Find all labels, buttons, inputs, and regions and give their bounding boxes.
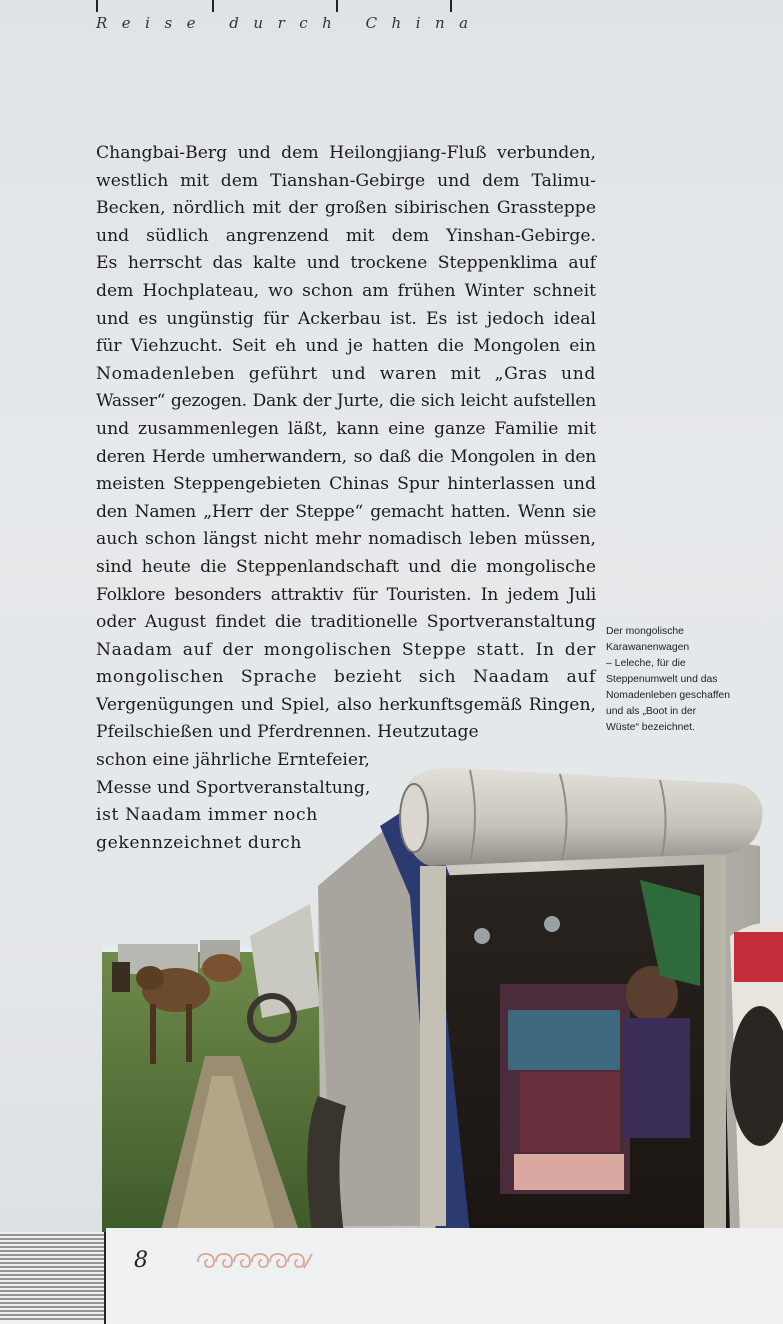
caption-line: und als „Boot in der xyxy=(606,706,697,717)
caption-line: – Leleche, für die xyxy=(606,658,686,669)
running-head: Reise durch China xyxy=(96,14,483,32)
caption-line: Der mongolische xyxy=(606,626,684,637)
text-line: den Namen „Herr der Steppe“ gemacht hatten. Wenn sie xyxy=(96,501,596,522)
text-line: gekennzeichnet durch xyxy=(96,832,302,853)
text-line: Es herrscht das kalte und trockene Steppenklima auf xyxy=(96,253,596,274)
text-line: Messe und Sportveranstaltung, xyxy=(96,777,371,798)
photo-mongolian-cart xyxy=(0,756,783,1234)
text-line: Changbai-Berg und dem Heilongjiang-Fluß verbunden, xyxy=(96,143,596,163)
photo-caption xyxy=(606,624,766,736)
text-line: meisten Steppengebieten Chinas Spur hinterlassen und xyxy=(96,474,596,495)
caption-line: Steppenumwelt und das xyxy=(606,674,718,685)
corner-stripes xyxy=(0,1232,106,1324)
page-number: 8 xyxy=(134,1248,148,1273)
text-line: mongolischen Sprache bezieht sich Naadam auf xyxy=(96,667,596,688)
text-line: Wasser“ gezogen. Dank der Jurte, die sich leicht aufstellen xyxy=(96,391,596,412)
text-line: Folklore besonders attraktiv für Touristen. In jedem Juli xyxy=(96,584,596,605)
caption-line: Nomadenleben geschaffen xyxy=(606,690,731,701)
spiral-ornament xyxy=(196,1250,314,1272)
body-text xyxy=(96,140,596,857)
text-line: und es ungünstig für Ackerbau ist. Es ist jedoch ideal xyxy=(96,308,596,329)
caption-line: Karawanenwagen xyxy=(606,642,690,653)
text-line: und südlich angrenzend mit dem Yinshan-Gebirge. xyxy=(96,225,596,246)
text-line: Nomadenleben geführt und waren mit „Gras und xyxy=(96,363,596,384)
header-rule xyxy=(96,0,456,14)
text-line: sind heute die Steppenlandschaft und die mongolische xyxy=(96,556,596,577)
text-line: Naadam auf der mongolischen Steppe statt. In der xyxy=(96,639,596,660)
footer-band xyxy=(106,1228,783,1324)
text-line: oder August findet die traditionelle Sportveranstaltung xyxy=(96,612,596,633)
text-line: Vergenügungen und Spiel, also herkunftsgemäß Ringen, xyxy=(96,694,596,715)
text-line: Becken, nördlich mit der großen sibirischen Grassteppe xyxy=(96,198,596,219)
text-line: schon eine jährliche Erntefeier, xyxy=(96,750,370,771)
text-line: dem Hochplateau, wo schon am frühen Winter schneit xyxy=(96,280,596,301)
text-line: Pfeilschießen und Pferdrennen. Heutzutage xyxy=(96,722,479,743)
text-line: auch schon längst nicht mehr nomadisch leben müssen, xyxy=(96,529,596,550)
text-line: deren Herde umherwandern, so daß die Mongolen in den xyxy=(96,446,596,467)
caption-line: Wüste“ bezeichnet. xyxy=(606,722,695,733)
text-line: und zusammenlegen läßt, kann eine ganze Familie mit xyxy=(96,418,596,439)
text-line: für Viehzucht. Seit eh und je hatten die Mongolen ein xyxy=(96,336,596,357)
text-line: ist Naadam immer noch xyxy=(96,805,318,826)
text-line: westlich mit dem Tianshan-Gebirge und dem Talimu- xyxy=(96,170,596,191)
